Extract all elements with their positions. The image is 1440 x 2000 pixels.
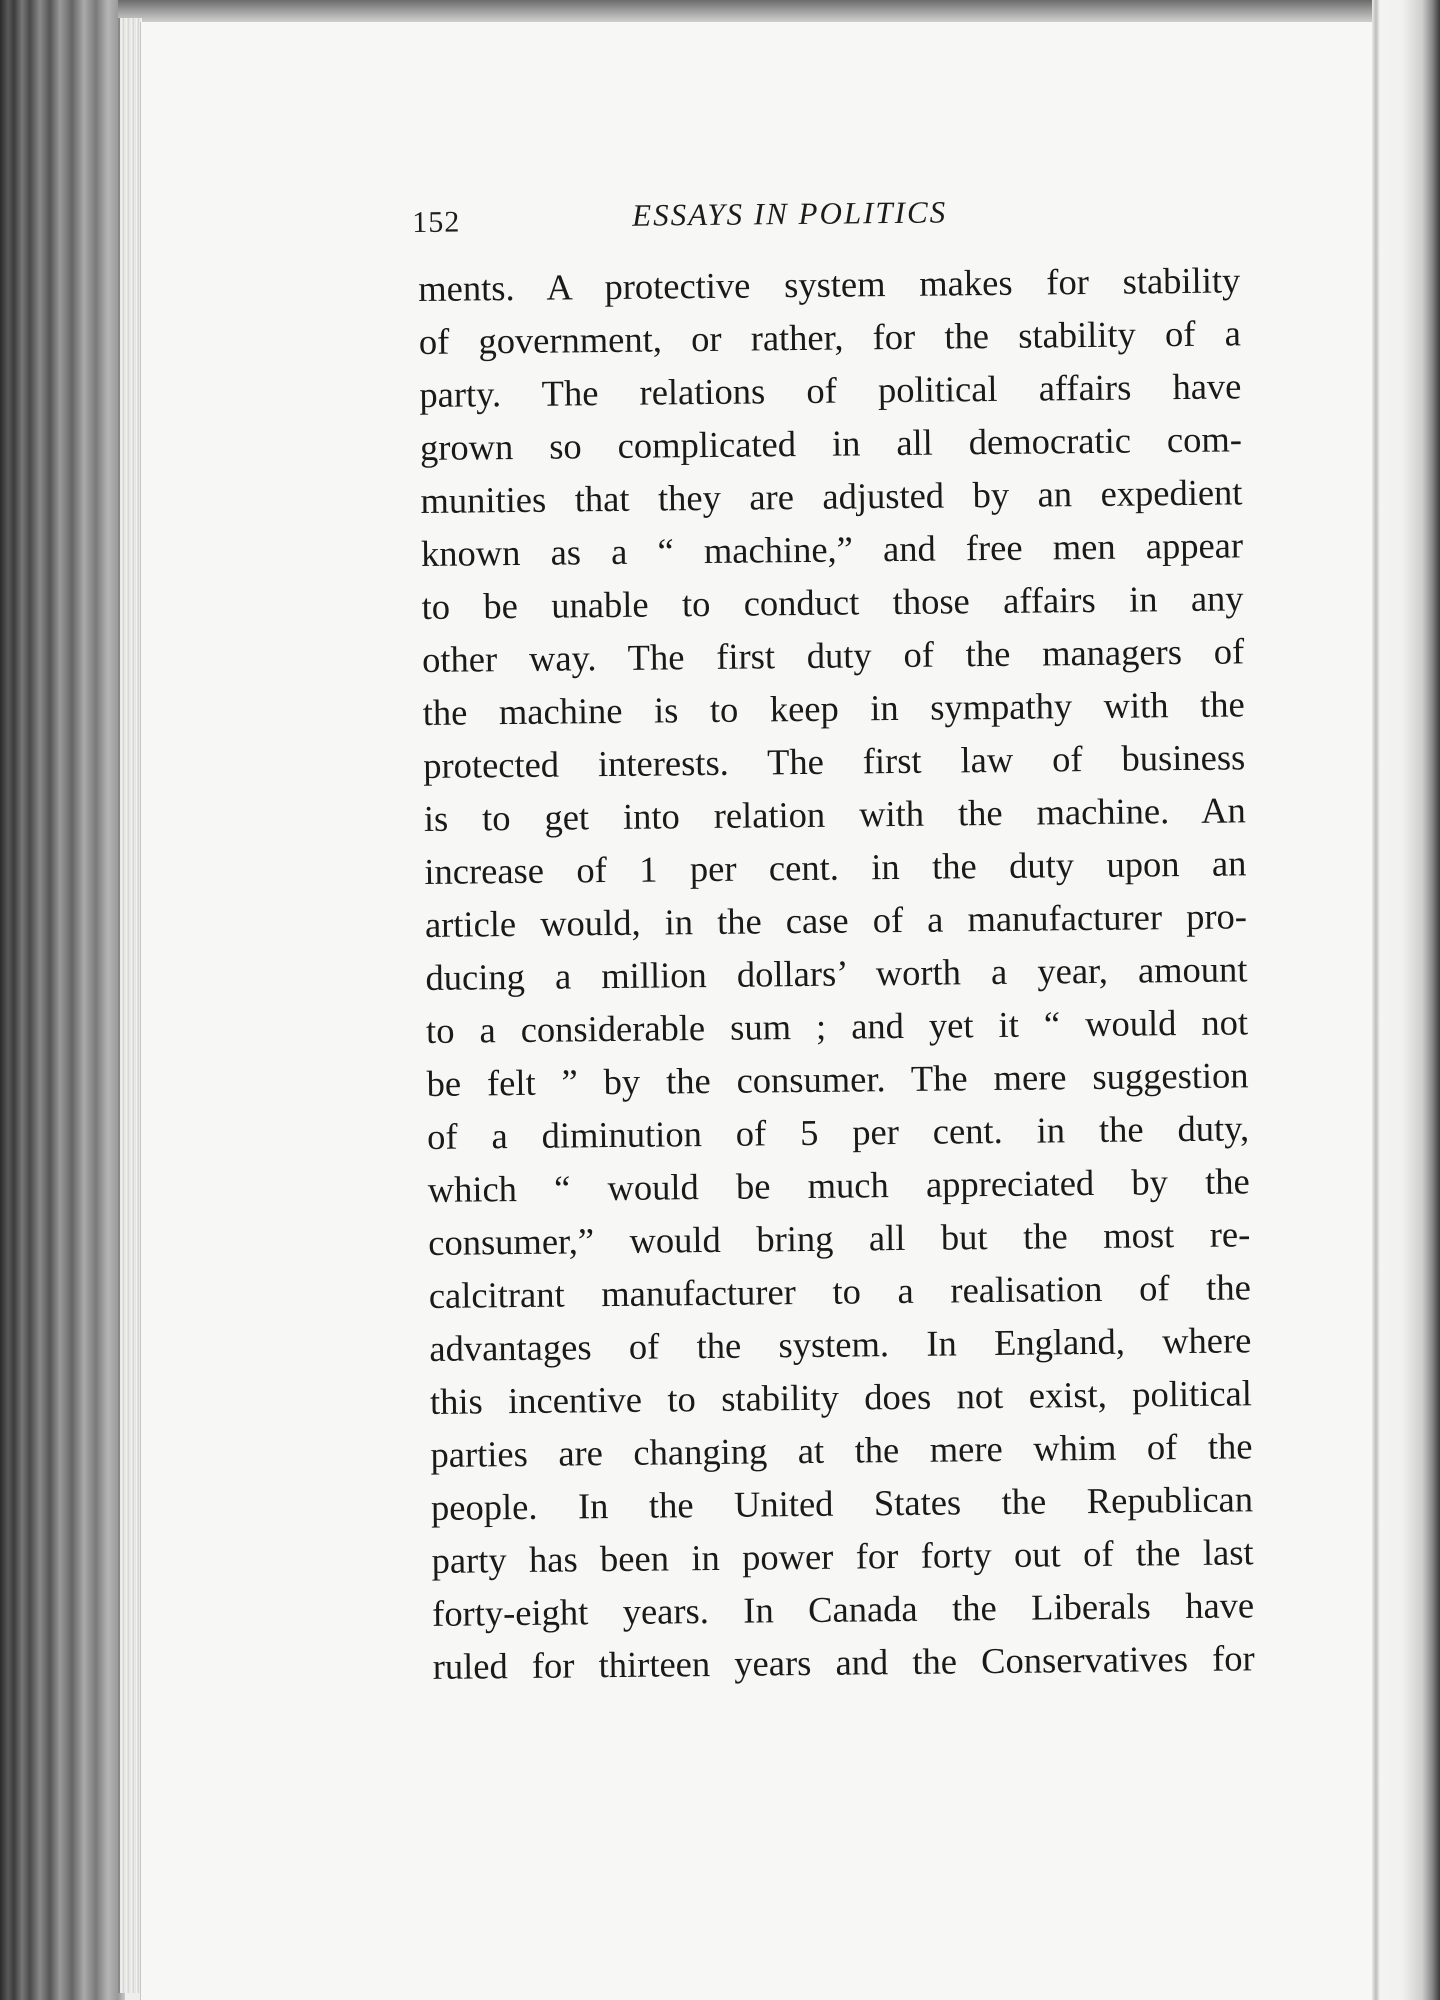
page-number: 152 [412, 205, 461, 239]
text-line: grown so complicated in all democratic com- [419, 418, 1243, 468]
text-line: people. In the United States the Republican [430, 1478, 1254, 1528]
book-spine-edge [0, 0, 125, 2000]
text-line: known as a “ machine,” and free men appear [420, 524, 1244, 574]
facing-page-edge [1372, 0, 1440, 2000]
text-line: of government, or rather, for the stability of a [418, 312, 1242, 362]
text-line: protected interests. The first law of business [423, 736, 1246, 786]
text-line: article would, in the case of a manufacturer pro- [424, 895, 1248, 945]
text-line: increase of 1 per cent. in the duty upon an [424, 842, 1247, 892]
running-title: ESSAYS IN POLITICS [631, 194, 948, 233]
text-line: be felt ” by the consumer. The mere suggestion [426, 1054, 1249, 1104]
text-line: ruled for thirteen years and the Conservatives for [432, 1637, 1255, 1687]
body-text [418, 253, 1255, 1693]
text-line: ducing a million dollars’ worth a year, amount [425, 948, 1248, 998]
running-head [412, 194, 1012, 240]
text-line: ments. A protective system makes for stability [418, 259, 1241, 309]
text-line: to be unable to conduct those affairs in any [421, 577, 1244, 627]
text-line: munities that they are adjusted by an expedient [420, 471, 1243, 521]
text-line: party. The relations of political affairs have [419, 365, 1242, 415]
page-stack-edge [118, 18, 142, 1993]
text-line: is to get into relation with the machine. An [423, 789, 1246, 839]
text-line: parties are changing at the mere whim of the [430, 1425, 1253, 1475]
text-line: the machine is to keep in sympathy with the [422, 683, 1245, 733]
text-line: calcitrant manufacturer to a realisation of the [428, 1266, 1251, 1316]
text-line: to a considerable sum ; and yet it “ would not [425, 1001, 1249, 1051]
text-line: which “ would be much appreciated by the [427, 1160, 1250, 1210]
text-line: of a diminution of 5 per cent. in the duty, [426, 1107, 1250, 1157]
text-line: other way. The first duty of the managers of [421, 630, 1245, 680]
text-line: advantages of the system. In England, where [429, 1319, 1252, 1369]
text-line: this incentive to stability does not exist, political [429, 1372, 1253, 1422]
text-line: party has been in power for forty out of the last [431, 1531, 1254, 1581]
text-line: forty-eight years. In Canada the Liberals have [431, 1584, 1255, 1634]
top-page-edge [118, 0, 1383, 22]
text-line: consumer,” would bring all but the most re- [428, 1213, 1251, 1263]
